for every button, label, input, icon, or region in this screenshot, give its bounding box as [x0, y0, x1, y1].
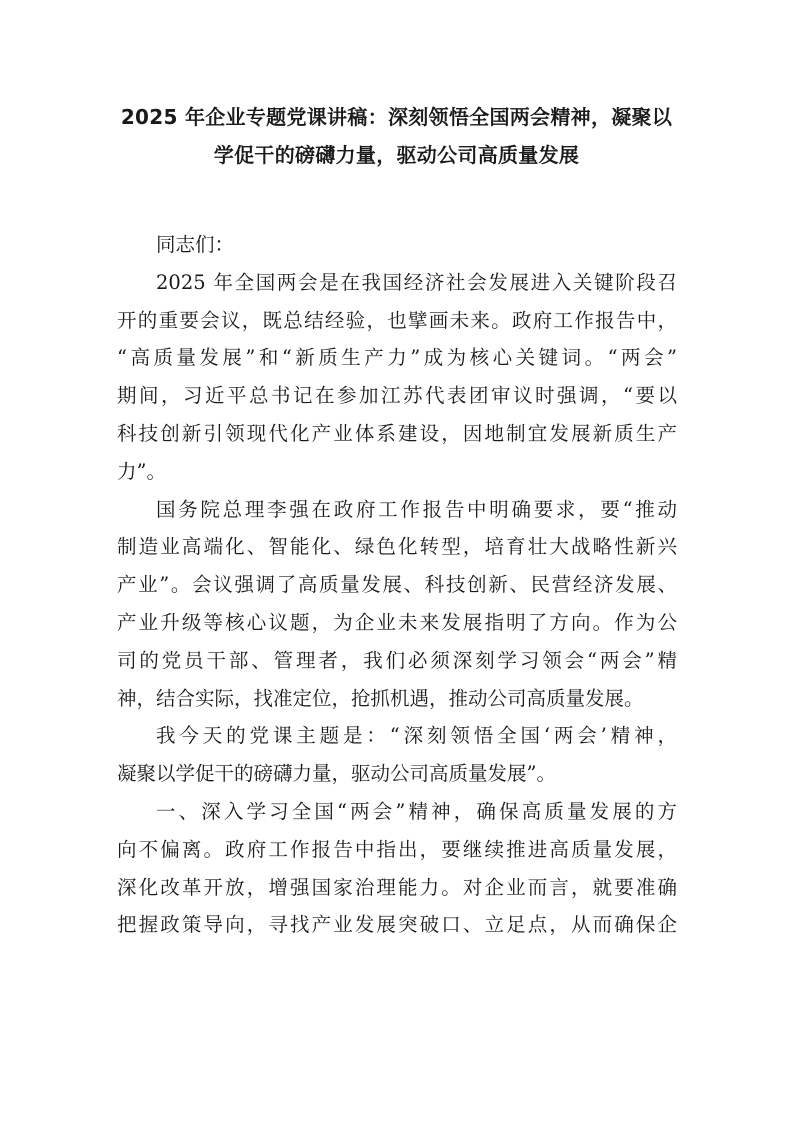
paragraph-line: 期间，习近平总书记在参加江苏代表团审议时强调，“要以: [117, 384, 677, 408]
paragraph-line: 向不偏离。政府工作报告中指出，要继续推进高质量发展，: [117, 837, 677, 861]
paragraph-line: 我今天的党课主题是：“深刻领悟全国‘两会’精神，: [156, 724, 677, 748]
title-line: 学促干的磅礴力量，驱动公司高质量发展: [213, 143, 580, 167]
paragraph-line: 开的重要会议，既总结经验，也擘画未来。政府工作报告中，: [117, 308, 677, 332]
paragraph-line: 2025 年全国两会是在我国经济社会发展进入关键阶段召: [156, 270, 677, 294]
paragraph-line: 科技创新引领现代化产业体系建设，因地制宜发展新质生产: [117, 421, 677, 445]
paragraph-line: 制造业高端化、智能化、绿色化转型，培育壮大战略性新兴: [117, 535, 677, 559]
paragraph-line: “高质量发展”和“新质生产力”成为核心关键词。“两会”: [117, 346, 677, 370]
paragraph-line: 司的党员干部、管理者，我们必须深刻学习领会“两会”精: [117, 648, 677, 672]
paragraph-line: 力”。: [117, 459, 166, 483]
title-line: 2025 年企业专题党课讲稿：深刻领悟全国两会精神，凝聚以: [120, 105, 673, 129]
document-title: [100, 98, 693, 174]
paragraph-line: 神，结合实际，找准定位，抢抓机遇，推动公司高质量发展。: [117, 686, 644, 710]
salutation: 同志们：: [156, 233, 235, 256]
paragraph-line: 凝聚以学促干的磅礴力量，驱动公司高质量发展”。: [117, 762, 556, 786]
paragraph-1: [117, 264, 677, 491]
paragraph-line: 产业升级等核心议题，为企业未来发展指明了方向。作为公: [117, 610, 677, 634]
document-body: [117, 226, 677, 944]
paragraph-line: 国务院总理李强在政府工作报告中明确要求，要“推动: [156, 497, 677, 521]
paragraph-4: [117, 793, 677, 944]
paragraph-3: [117, 717, 677, 793]
paragraph-line: 深化改革开放，增强国家治理能力。对企业而言，就要准确: [117, 875, 677, 899]
paragraph-line: 把握政策导向，寻找产业发展突破口、立足点，从而确保企: [117, 913, 677, 937]
paragraph-line: 产业”。会议强调了高质量发展、科技创新、民营经济发展、: [117, 573, 677, 597]
paragraph-line: 一、深入学习全国“两会”精神，确保高质量发展的方: [156, 799, 677, 823]
paragraph-2: [117, 491, 677, 718]
